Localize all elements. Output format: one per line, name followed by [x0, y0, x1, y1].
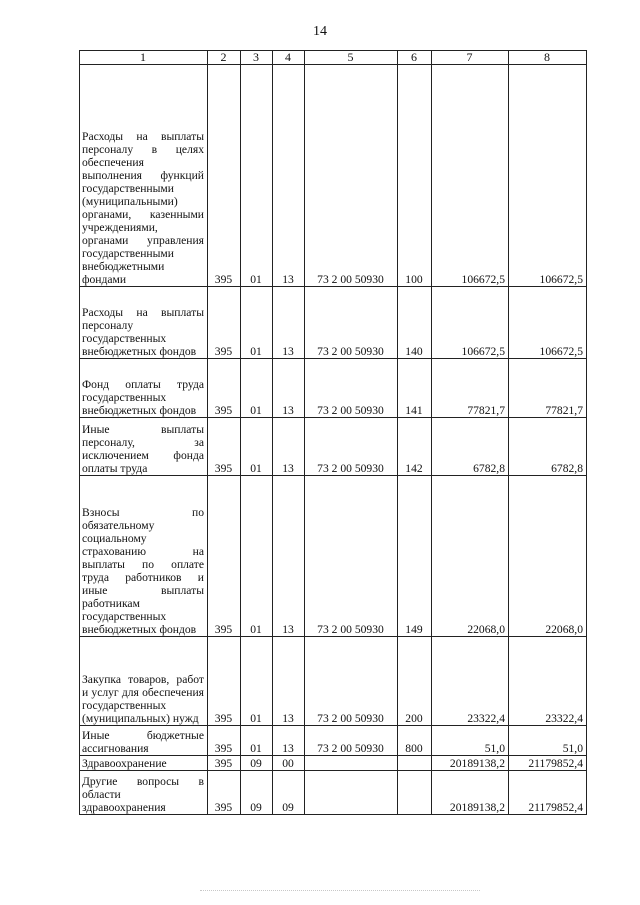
row-col-2: 395	[208, 65, 241, 287]
table-row	[80, 418, 587, 476]
row-name: Иные выплаты персоналу, за исключением фонда оплаты труда	[80, 418, 208, 476]
row-col-6: 800	[398, 726, 432, 756]
row-col-3: 01	[241, 359, 273, 418]
row-col-8: 21179852,4	[509, 771, 587, 815]
row-col-2: 395	[208, 287, 241, 359]
row-col-2: 395	[208, 476, 241, 637]
table-row	[80, 359, 587, 418]
row-col-5: 73 2 00 50930	[305, 359, 398, 418]
table-row	[80, 287, 587, 359]
header-cell-1: 1	[80, 51, 208, 65]
page-number: 14	[313, 24, 327, 39]
table-row	[80, 65, 587, 287]
row-col-3: 01	[241, 637, 273, 726]
header-cell-8: 8	[509, 51, 587, 65]
row-col-4: 13	[273, 287, 305, 359]
row-col-4: 13	[273, 476, 305, 637]
table-header-row	[80, 51, 587, 65]
header-cell-3: 3	[241, 51, 273, 65]
row-name: Расходы на выплаты персоналу в целях обеспечения выполнения функций государственными (муниципальными) органами, казенными учреждениями, органами управления государственными внебюджетными фондами	[80, 65, 208, 287]
header-cell-4: 4	[273, 51, 305, 65]
row-col-3: 09	[241, 771, 273, 815]
row-col-8: 22068,0	[509, 476, 587, 637]
row-col-2: 395	[208, 637, 241, 726]
row-col-7: 20189138,2	[432, 771, 509, 815]
row-name: Взносы по обязательному социальному страхованию на выплаты по оплате труда работников и иные выплаты работникам государственных внебюджетных фондов	[80, 476, 208, 637]
header-cell-2: 2	[208, 51, 241, 65]
row-col-2: 395	[208, 771, 241, 815]
row-col-7: 20189138,2	[432, 756, 509, 771]
table-row	[80, 756, 587, 771]
row-col-8: 106672,5	[509, 287, 587, 359]
row-col-7: 22068,0	[432, 476, 509, 637]
row-col-6: 149	[398, 476, 432, 637]
header-cell-5: 5	[305, 51, 398, 65]
row-col-5	[305, 756, 398, 771]
row-col-8: 6782,8	[509, 418, 587, 476]
row-name: Расходы на выплаты персоналу государственных внебюджетных фондов	[80, 287, 208, 359]
header-cell-6: 6	[398, 51, 432, 65]
row-col-6: 142	[398, 418, 432, 476]
header-cell-7: 7	[432, 51, 509, 65]
row-col-7: 77821,7	[432, 359, 509, 418]
row-col-5: 73 2 00 50930	[305, 287, 398, 359]
row-col-7: 51,0	[432, 726, 509, 756]
row-col-5: 73 2 00 50930	[305, 476, 398, 637]
row-col-4: 13	[273, 726, 305, 756]
table-row	[80, 476, 587, 637]
row-col-8: 77821,7	[509, 359, 587, 418]
row-col-7: 106672,5	[432, 287, 509, 359]
row-col-6	[398, 771, 432, 815]
row-col-3: 01	[241, 287, 273, 359]
row-col-5: 73 2 00 50930	[305, 418, 398, 476]
row-col-4: 00	[273, 756, 305, 771]
row-col-7: 106672,5	[432, 65, 509, 287]
row-col-3: 01	[241, 726, 273, 756]
row-col-4: 09	[273, 771, 305, 815]
table-row	[80, 637, 587, 726]
row-col-7: 23322,4	[432, 637, 509, 726]
row-col-8: 23322,4	[509, 637, 587, 726]
row-col-7: 6782,8	[432, 418, 509, 476]
row-col-4: 13	[273, 637, 305, 726]
row-col-6	[398, 756, 432, 771]
row-col-6: 100	[398, 65, 432, 287]
row-name: Иные бюджетные ассигнования	[80, 726, 208, 756]
budget-table	[79, 50, 587, 815]
row-col-2: 395	[208, 359, 241, 418]
row-col-6: 140	[398, 287, 432, 359]
row-col-8: 21179852,4	[509, 756, 587, 771]
row-col-3: 01	[241, 418, 273, 476]
row-name: Фонд оплаты труда государственных внебюджетных фондов	[80, 359, 208, 418]
row-col-2: 395	[208, 418, 241, 476]
table-row	[80, 771, 587, 815]
row-col-6: 200	[398, 637, 432, 726]
row-col-3: 01	[241, 476, 273, 637]
row-col-3: 01	[241, 65, 273, 287]
row-col-2: 395	[208, 726, 241, 756]
row-col-8: 51,0	[509, 726, 587, 756]
row-col-5: 73 2 00 50930	[305, 65, 398, 287]
row-col-2: 395	[208, 756, 241, 771]
row-col-8: 106672,5	[509, 65, 587, 287]
row-col-4: 13	[273, 65, 305, 287]
row-col-5: 73 2 00 50930	[305, 726, 398, 756]
row-name: Закупка товаров, работ и услуг для обеспечения государственных (муниципальных) нужд	[80, 637, 208, 726]
row-col-5	[305, 771, 398, 815]
row-name: Другие вопросы в области здравоохранения	[80, 771, 208, 815]
row-col-5: 73 2 00 50930	[305, 637, 398, 726]
row-col-4: 13	[273, 359, 305, 418]
row-name: Здравоохранение	[80, 756, 208, 771]
scan-artifact	[200, 888, 480, 891]
row-col-6: 141	[398, 359, 432, 418]
row-col-3: 09	[241, 756, 273, 771]
table-row	[80, 726, 587, 756]
row-col-4: 13	[273, 418, 305, 476]
